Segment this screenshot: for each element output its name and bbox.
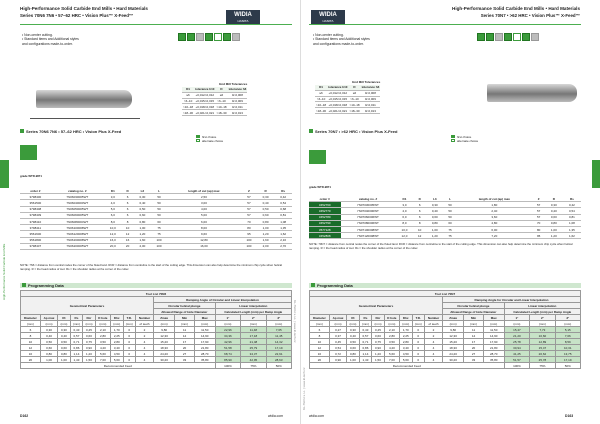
- application-icons: [178, 33, 240, 41]
- table-row: 3452790 7N07080006WT 8,0 8 0,80 60 4,80 70 0,80 1,08: [309, 220, 581, 226]
- grade-label: grade WTR-9871: [309, 185, 331, 189]
- ramping-icon: [495, 33, 503, 41]
- table-row: 3798408 7N06050005WT 5,0 6 0,50 50 4,00 57 0,50 0,68: [20, 206, 292, 212]
- table-header: order # catalog no. # D1 D L3 L length of cut (ap) max Z R Rs: [309, 196, 581, 202]
- table-row: 3798409 7N06060005WT 6,0 6 0,60 50 5,00 57 0,60 0,81: [20, 212, 292, 218]
- grade-header-block: [309, 150, 326, 164]
- left-title: High-Performance Solid Carbide End Mills • Hard Materials: [20, 6, 148, 11]
- table-row: 3452780 7N07060006WT 6,0 6 0,60 50 3,60 57 0,60 0,81: [309, 214, 581, 220]
- table-row: >18–30 +0,021/-0,021 >18–30 0/-0,013: [315, 108, 380, 114]
- header-rule: [309, 24, 581, 25]
- table-row: ≤6 +0,012/-0,012 ≤6 0/-0,008: [315, 90, 380, 96]
- table-footer: Recommended Feed 100% 75% 50%: [310, 363, 581, 369]
- left-footer-site: widia.com: [268, 414, 284, 418]
- plunge-icon: [504, 33, 512, 41]
- tolerance-table: End Mill Tolerances D1 tolerance h10 D tolerance h6 ≤6 +0,012/-0,012 ≤6 0/-0,008 >6–10 +0,015/-0,015 >6–10 0/-0,009 >10–18 +0,018/-0,018 >10–18 0/-0,011 >18–30 +0,021/-0,021 >18–30 0/-0,013: [183, 82, 248, 115]
- table-row: >6–10 +0,015/-0,015 >6–10 0/-0,009: [315, 96, 380, 102]
- table-row: 3561500 7N06040000WT 4,0 6 0,40 50 3,00 57 0,40 0,54: [20, 200, 292, 206]
- table-row: 20 1,00 1,00 1,43 1,50 7,00 5,60 0 4 30,20 33 35,80 85,90 42,95 28,63: [21, 357, 292, 363]
- grade-header-block: [20, 145, 37, 160]
- tolerance-title: End Mill Tolerances: [219, 82, 248, 86]
- right-green-tab: [592, 160, 600, 188]
- widia-logo: WIDIA HANITA: [311, 10, 345, 24]
- table-row: ≤6 +0,012/-0,012 ≤6 0/-0,008: [182, 92, 247, 98]
- slotting-icon: [178, 33, 186, 41]
- table-row: 3577128 7N07100008WT 10,0 10 1,00 75 6,00 80 1,00 1,35: [309, 226, 581, 232]
- table-header: order # catalog no. # D1 D L3 L length of cut (ap) max Z R Rs: [20, 188, 292, 194]
- right-bullets: • Non-center cutting. • Standard items and Additional styles and configurations made-to-order.: [313, 33, 370, 46]
- end-mill-image: [487, 84, 577, 102]
- left-bullets: • Non-center cutting. • Standard items and Additional styles and configurations made-to-order.: [22, 33, 79, 46]
- series-section-title: Series 70N7 • >62 HRC • Vision Plus X-Feed: [309, 129, 397, 134]
- table-row: 3561600 7N06120008WT 12,0 12 1,20 75 9,60 95 1,20 1,62: [20, 231, 292, 237]
- table-row: 12 0,60 0,60 0,86 0,90 4,20 3,40 0 4 18,30 20 21,80 51,58 25,79 17,19: [21, 345, 292, 351]
- table-footer: Recommended Feed 100% 75% 50%: [21, 363, 292, 369]
- legend: first choice alternate choice: [196, 135, 223, 143]
- programming-table: Tool List 70N6 Geometrical Parameters Ramping Angle of Circular and Linear Interpolation Circular helical plunge Linear interpolation Allowed Range of Hole Diameter Calculated Length (mm) per Ramp Angle Diameter Ap max Rt Rs Rcr D hole Dhc T.D. Number Zmax Min Max 1° 2° 3° (mm) (mm) (mm) (mm) (mm) (mm) (mm) (mm) of teeth (mm) (mm) (mm) (mm) (mm) (mm) 6 0,30 0,30 0,43 0,45 2,10 1,70 0 2 9,80 11 11,50 22,96 11,48 7,65 8 0,40 0,40 0,57 0,60 2,80 2,25 0 2 12,30 14 14,90 34,36 17,18 11,45 10 0,50 0,50 0,71 0,75 3,50 2,80 0 4 15,20 17 17,90 42,96 21,48 14,32 12 0,60 0,60 0,86 0,90 4,20 3,40 0 4 18,30 20 21,80 51,58 25,79 17,19 16 0,80 0,80 1,14 1,20 5,60 4,50 0 4 24,20 27 28,70 68,74 34,37 22,91 20 1,00 1,00 1,43 1,50 7,00 5,60 0 4 30,20 33 35,80 85,90 42,95 28,63 Recommended Feed 100% 75% 50%: [20, 290, 292, 369]
- right-note: NOTE: 70N7 = distance from central nodes the corner of the fluted land. RCR = distance from centreline to the start of the cutting edge. This dimension can also help determine the minimum chip cycle when helical ramping. R = the head radius of tool. Rs = the shoulder radius at the corner of the cutter.: [309, 242, 573, 250]
- table-row: 8 0,40 0,40 0,57 0,60 2,80 2,25 0 2 12,30 14 14,90 34,36 17,18 11,45: [21, 333, 292, 339]
- table-row: >6–10 +0,015/-0,015 >6–10 0/-0,009: [182, 98, 247, 104]
- side-milling-icon: [187, 33, 195, 41]
- profiling-icon: [214, 33, 222, 41]
- plunge-icon: [205, 33, 213, 41]
- table-row: >10–18 +0,018/-0,018 >10–18 0/-0,011: [182, 104, 247, 110]
- right-title: High-Performance Solid Carbide End Mills • Hard Materials: [452, 6, 580, 11]
- grade-label: grade WTR-9871: [20, 174, 42, 178]
- right-kltech-stamp: KL-TECH s.r.o. | www.kl-tech.cz: [302, 367, 306, 410]
- programming-table: Tool List 70N7 Geometrical Parameters Ramping Angle for Circular and Linear Interpolation Circular helical plunge Linear interpolation Allowed Range of Hole Diameter Calculated Length (mm) per Ramp Angle Diameter Ap max Rt Rs Rcr D hole Dhc T.D. Number Zmax Min Max 1° 2° 3° (mm) (mm) (mm) (mm) (mm) (mm) (mm) (mm) of teeth (mm) (mm) (mm) (mm) (mm) (mm) 6 0,27 0,30 0,43 0,45 2,10 1,70 0 2 9,80 11 11,50 15,47 7,73 5,15 8 0,37 0,40 0,57 0,60 2,80 2,25 0 2 12,30 14 14,90 21,20 10,60 7,06 10 0,45 0,50 0,71 0,75 3,50 2,80 0 4 15,20 17 17,90 25,78 12,89 8,59 12 0,54 0,60 0,86 0,90 4,20 3,40 0 4 18,30 20 21,80 30,94 15,47 10,31 16 0,72 0,80 1,14 1,20 5,60 4,50 0 4 24,20 27 28,70 41,25 20,62 13,75 20 0,90 1,00 1,43 1,50 7,00 5,60 0 4 30,20 33 35,80 51,57 25,78 17,19 Recommended Feed 100% 75% 50%: [309, 290, 581, 369]
- table-row: 6 0,27 0,30 0,43 0,45 2,10 1,70 0 2 9,80 11 11,50 15,47 7,73 5,15: [310, 327, 581, 333]
- table-units: (mm) (mm) (mm) (mm) (mm) (mm) (mm) (mm) of teeth (mm) (mm) (mm) (mm) (mm) (mm): [310, 321, 581, 327]
- header-rule: [20, 24, 292, 25]
- helical-icon: [223, 33, 231, 41]
- table-row: 3452808 7N07120008WT 12,0 12 1,20 75 7,20 95 1,20 1,62: [309, 233, 581, 239]
- table-header: Diameter Ap max Rt Rs Rcr D hole Dhc T.D. Number Zmax Min Max 1° 2° 3°: [310, 315, 581, 321]
- programming-data-title: Programming Data: [20, 283, 292, 288]
- application-icons: [477, 33, 539, 41]
- series-section-title: Series 70N6 7N6 • 57–62 HRC • Vision Plus X-Feed: [20, 129, 121, 134]
- dimension-line: [30, 118, 140, 119]
- table-row: >10–18 +0,018/-0,018 >10–18 0/-0,011: [315, 102, 380, 108]
- right-side-title: High-Performance Solid Carbide End Mills: [594, 200, 598, 257]
- table-row: 3798410 7N06080004WT 8,0 8 0,80 60 6,00 70 0,80 1,08: [20, 218, 292, 224]
- end-mill-image: [36, 90, 132, 108]
- product-table: [309, 196, 581, 239]
- helical-icon: [522, 33, 530, 41]
- table-row: 3561800 7N06160008WT 16,0 16 1,60 100 12,80 100 1,60 2,16: [20, 237, 292, 243]
- table-row: 6 0,30 0,30 0,43 0,45 2,10 1,70 0 2 9,80 11 11,50 22,96 11,48 7,65: [21, 327, 292, 333]
- left-subtitle: Series 70N6 7N6 • 57–62 HRC • Vision Plus™ X-Feed™: [20, 13, 134, 18]
- left-note: NOTE: 7N6 = distance from central nodes the corner of the fluted land. RCR = distance from centreline to the start of the cutting edge. This dimension can also help determine the minimum chip cycle when helical ramping. R = the head radius of tool. Rs = the shoulder radius at the corner of the cutter.: [20, 263, 282, 271]
- table-row: 3798411 7N06100008WT 10,0 10 1,00 75 8,00 80 1,00 1,35: [20, 225, 292, 231]
- programming-data-title: Programming Data: [309, 283, 581, 288]
- right-footer-site: widia.com: [309, 414, 325, 418]
- product-table: [20, 188, 292, 250]
- legend: first choice alternate choice: [451, 135, 478, 143]
- table-row: 20 0,90 1,00 1,43 1,50 7,00 5,60 0 4 30,20 33 35,80 51,57 25,78 17,19: [310, 357, 581, 363]
- widia-logo: WIDIA HANITA: [226, 10, 260, 24]
- left-page-number: D162: [20, 414, 29, 418]
- right-page-number: D163: [565, 414, 574, 418]
- right-page: [300, 0, 600, 424]
- table-row: 3452770 7N07040000WT 4,0 6 0,40 50 2,40 57 0,40 0,54: [309, 208, 581, 214]
- table-row: 3798400 7N06030005WT 3,0 6 0,30 50 2,50 57 0,30 0,42: [20, 194, 292, 200]
- tolerance-table: End Mill Tolerances D1 tolerance h10 D tolerance h6 ≤6 +0,012/-0,012 ≤6 0/-0,008 >6–10 +0,015/-0,015 >6–10 0/-0,009 >10–18 +0,018/-0,018 >10–18 0/-0,011 >18–30 +0,021/-0,021 >18–30 0/-0,013: [316, 80, 381, 113]
- table-row: 12 0,54 0,60 0,86 0,90 4,20 3,40 0 4 18,30 20 21,80 30,94 15,47 10,31: [310, 345, 581, 351]
- left-side-title: High-Performance Solid Carbide End Mills: [2, 243, 6, 300]
- table-row: 16 0,80 0,80 1,14 1,20 5,60 4,50 0 4 24,20 27 28,70 68,74 34,37 22,91: [21, 351, 292, 357]
- table-units: (mm) (mm) (mm) (mm) (mm) (mm) (mm) (mm) of teeth (mm) (mm) (mm) (mm) (mm) (mm): [21, 321, 292, 327]
- coolant-icon: [232, 33, 240, 41]
- left-kltech-stamp: KL-TECH s.r.o. | www.kl-tech.cz: [293, 300, 297, 343]
- left-green-tab: [0, 160, 9, 188]
- table-row: 10 0,50 0,50 0,71 0,75 3,50 2,80 0 4 15,20 17 17,90 42,96 21,48 14,32: [21, 339, 292, 345]
- table-row: 3798407 7N06200005WT 20,0 20 2,00 100 16,00 100 2,00 2,70: [20, 243, 292, 249]
- right-subtitle: Series 70N7 • >62 HRC • Vision Plus™ X-Feed™: [480, 13, 580, 18]
- side-milling-icon: [486, 33, 494, 41]
- tolerance-title: End Mill Tolerances: [352, 80, 381, 84]
- ramping-icon: [196, 33, 204, 41]
- table-row: 8 0,37 0,40 0,57 0,60 2,80 2,25 0 2 12,30 14 14,90 21,20 10,60 7,06: [310, 333, 581, 339]
- table-header: Diameter Ap max Rt Rs Rcr D hole Dhc T.D. Number Zmax Min Max 1° 2° 3°: [21, 315, 292, 321]
- slotting-icon: [477, 33, 485, 41]
- table-row: 10 0,45 0,50 0,71 0,75 3,50 2,80 0 4 15,20 17 17,90 25,78 12,89 8,59: [310, 339, 581, 345]
- coolant-icon: [531, 33, 539, 41]
- table-row: >18–30 +0,021/-0,021 >18–30 0/-0,013: [182, 110, 247, 116]
- table-row: 3452760 7N07030005WT 3,0 6 0,30 50 1,80 57 0,30 0,42: [309, 202, 581, 208]
- profiling-icon: [513, 33, 521, 41]
- table-row: 16 0,72 0,80 1,14 1,20 5,60 4,50 0 4 24,20 27 28,70 41,25 20,62 13,75: [310, 351, 581, 357]
